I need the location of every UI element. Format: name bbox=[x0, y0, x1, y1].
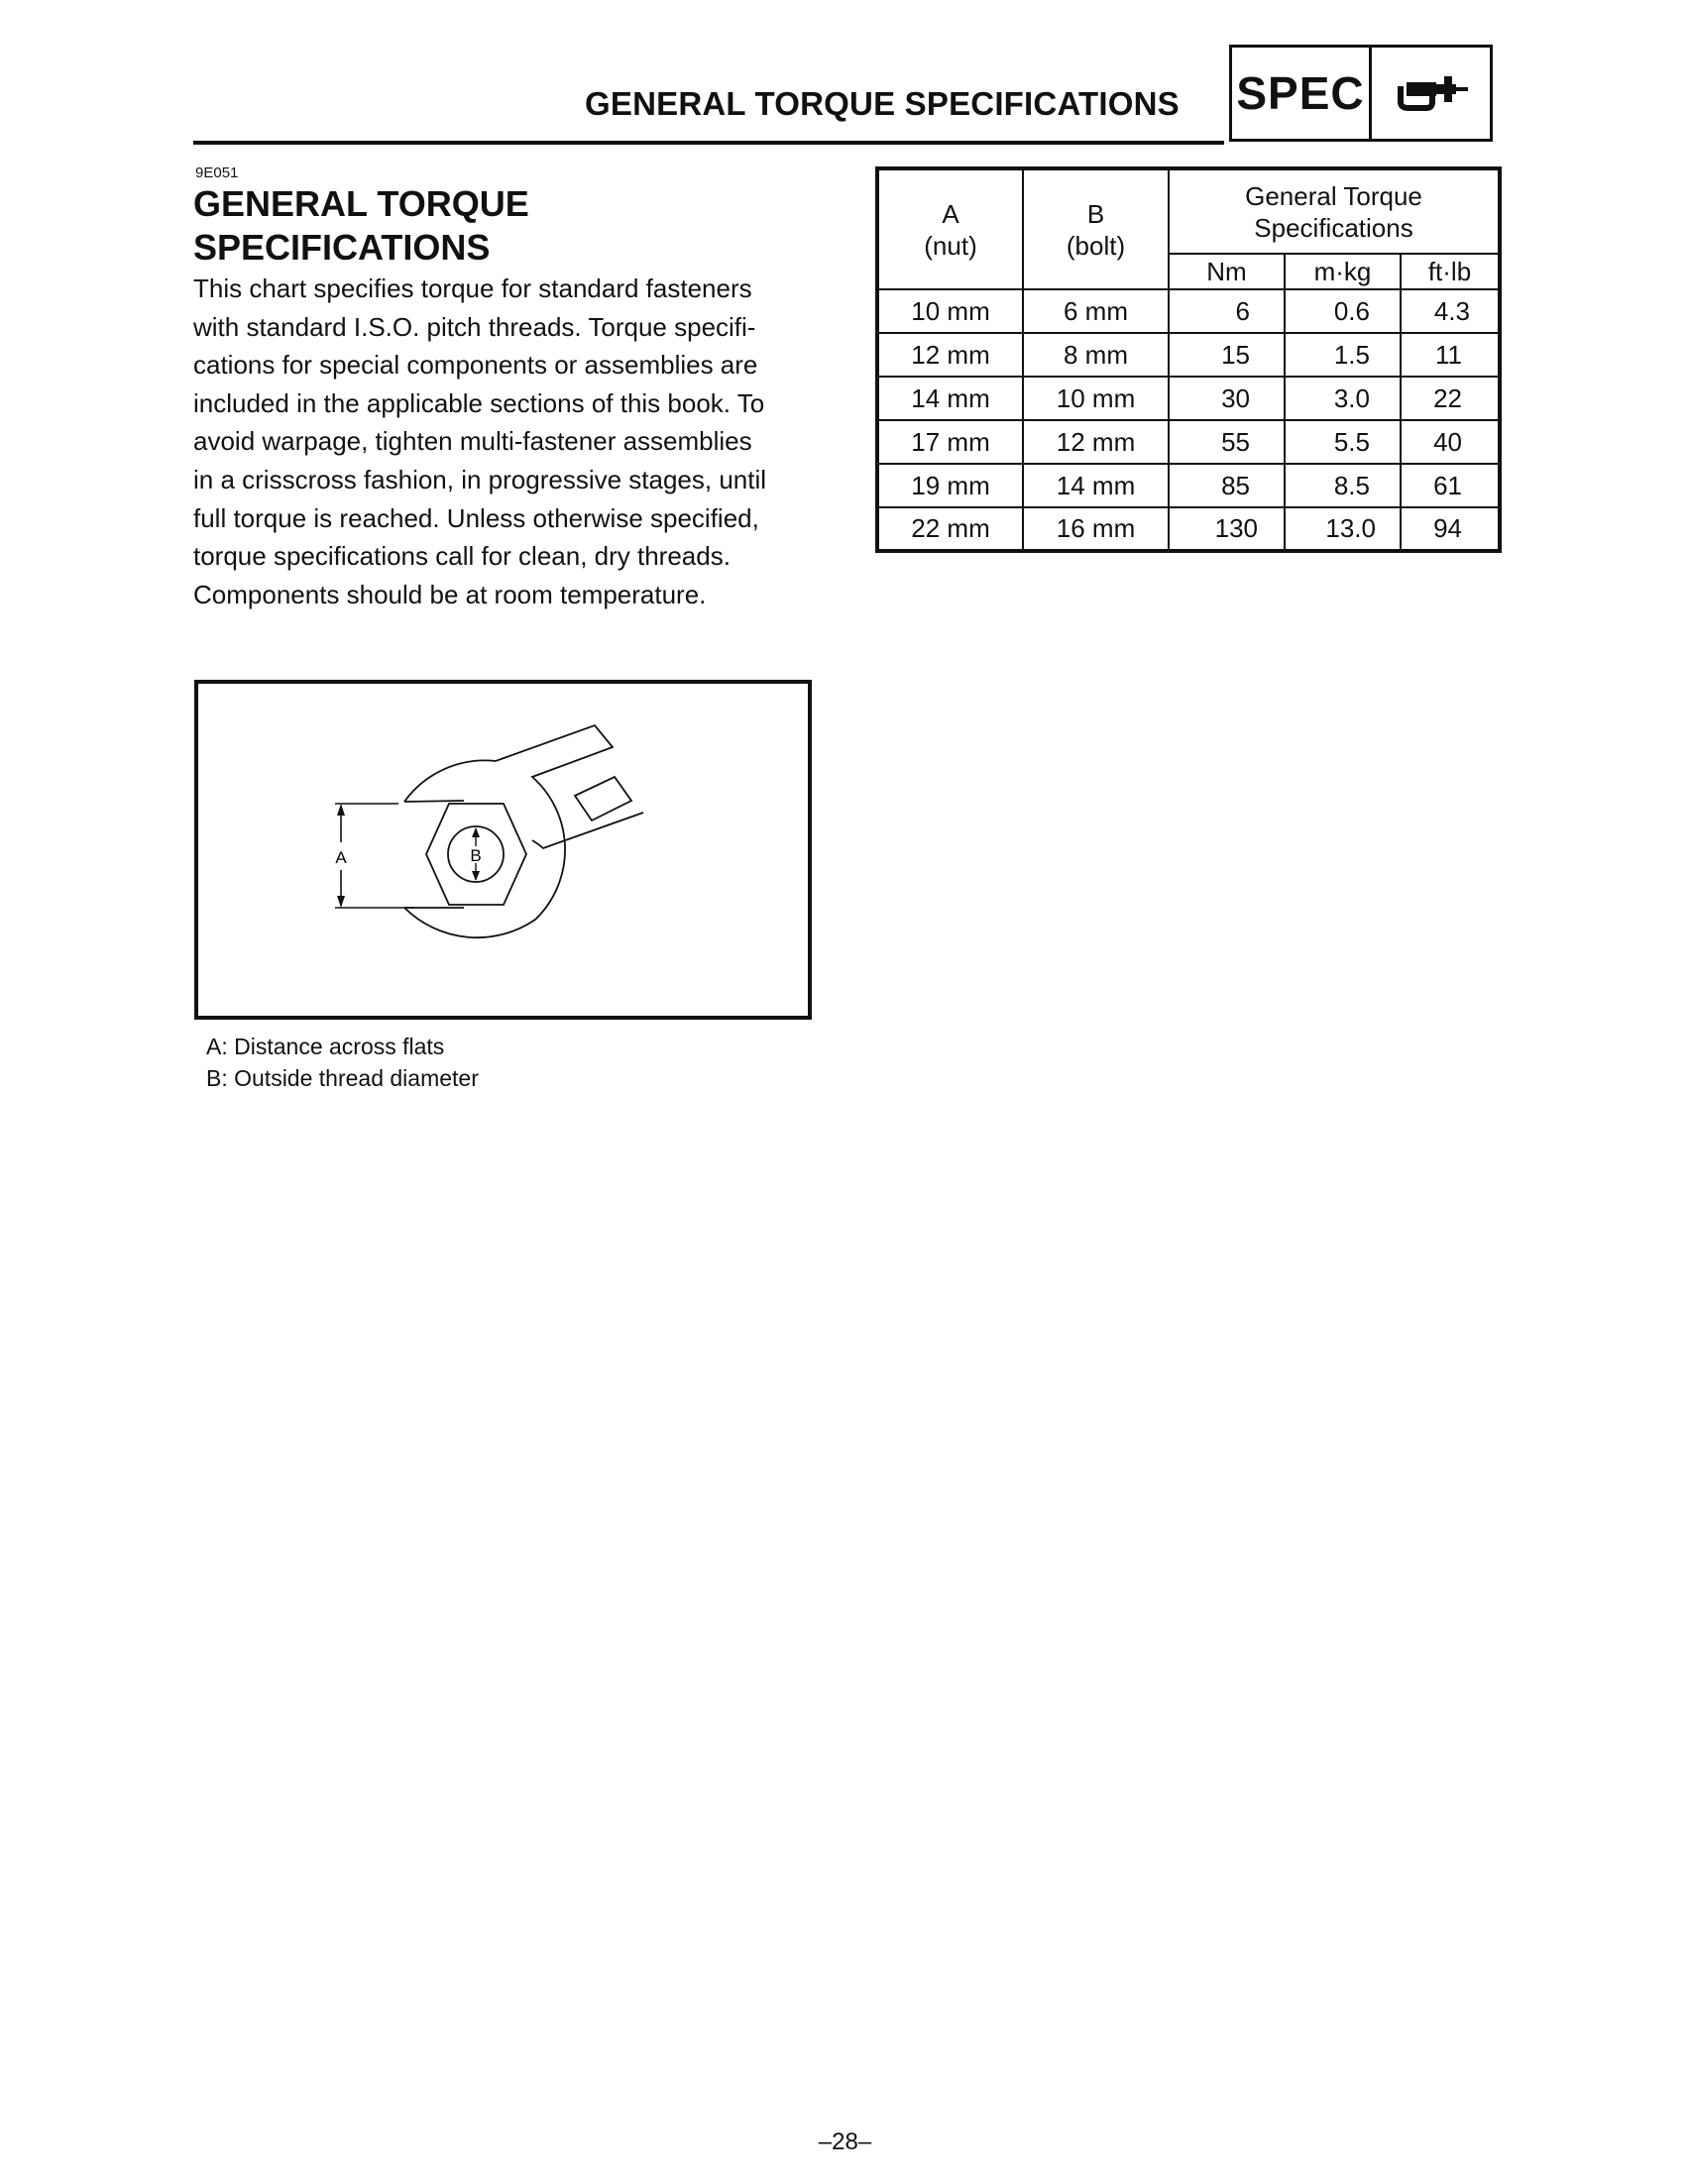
body-line: avoid warpage, tighten multi-fastener assemblies bbox=[193, 426, 752, 457]
cell-bolt: 8 mm bbox=[1023, 333, 1169, 377]
cell-ftlb: 22 bbox=[1401, 377, 1500, 420]
cell-mkg: 0.6 bbox=[1285, 289, 1401, 333]
table-row bbox=[877, 289, 1500, 333]
cell-nm: 30 bbox=[1169, 377, 1285, 420]
page-header-title: GENERAL TORQUE SPECIFICATIONS bbox=[585, 85, 1180, 122]
cell-bolt: 10 mm bbox=[1023, 377, 1169, 420]
unit-header-mkg: m·kg bbox=[1285, 254, 1401, 289]
cell-bolt: 12 mm bbox=[1023, 420, 1169, 464]
caption-line: B: Outside thread diameter bbox=[206, 1065, 479, 1091]
group-header-line: Specifications bbox=[1254, 212, 1413, 243]
cell-bolt: 14 mm bbox=[1023, 464, 1169, 507]
cell-nut: 12 mm bbox=[877, 333, 1023, 377]
group-header-line: General Torque bbox=[1245, 180, 1422, 211]
page-number: –28– bbox=[818, 2129, 872, 2155]
cell-nut: 17 mm bbox=[877, 420, 1023, 464]
header-b: B bbox=[1086, 198, 1105, 229]
body-line: Components should be at room temperature. bbox=[193, 579, 707, 609]
cell-nm: 15 bbox=[1169, 333, 1285, 377]
section-title bbox=[193, 182, 748, 270]
cell-mkg: 1.5 bbox=[1285, 333, 1401, 377]
cell-nut: 19 mm bbox=[877, 464, 1023, 507]
body-line: torque specifications call for clean, dry threads. bbox=[193, 541, 731, 572]
cell-nm: 55 bbox=[1169, 420, 1285, 464]
arrow-icon bbox=[337, 804, 345, 816]
wrench-diagram-svg bbox=[198, 684, 808, 1016]
spec-badge bbox=[1229, 45, 1493, 142]
body-line: included in the applicable sections of this book. To bbox=[193, 387, 765, 418]
header-b-sub: (bolt) bbox=[1066, 230, 1126, 261]
unit-header-nm: Nm bbox=[1169, 254, 1285, 289]
header-a: A bbox=[942, 198, 959, 229]
cell-nut: 10 mm bbox=[877, 289, 1023, 333]
caption-line: A: Distance across flats bbox=[206, 1034, 445, 1059]
cell-ftlb: 61 bbox=[1401, 464, 1500, 507]
column-group-header bbox=[1169, 168, 1500, 254]
arrow-icon bbox=[337, 896, 345, 908]
unit-header-ftlb: ft·lb bbox=[1401, 254, 1500, 289]
cell-nm: 85 bbox=[1169, 464, 1285, 507]
wrench-diagram bbox=[194, 680, 812, 1020]
body-paragraph bbox=[193, 270, 818, 613]
cell-ftlb: 40 bbox=[1401, 420, 1500, 464]
cell-nm: 130 bbox=[1169, 507, 1285, 551]
cell-nm: 6 bbox=[1169, 289, 1285, 333]
cell-mkg: 3.0 bbox=[1285, 377, 1401, 420]
section-title-line: GENERAL TORQUE bbox=[193, 183, 529, 224]
cell-ftlb: 11 bbox=[1401, 333, 1500, 377]
cell-bolt: 16 mm bbox=[1023, 507, 1169, 551]
body-line: in a crisscross fashion, in progressive stages, until bbox=[193, 464, 767, 494]
torque-table bbox=[875, 166, 1502, 553]
body-line: This chart specifies torque for standard fasteners bbox=[193, 273, 752, 303]
body-line: with standard I.S.O. pitch threads. Torque specifi- bbox=[193, 311, 756, 342]
table-row bbox=[877, 377, 1500, 420]
figure-caption bbox=[206, 1031, 479, 1094]
cell-bolt: 6 mm bbox=[1023, 289, 1169, 333]
cell-nut: 14 mm bbox=[877, 377, 1023, 420]
wrench-outline bbox=[532, 813, 643, 848]
column-header-nut bbox=[877, 168, 1023, 289]
cell-nut: 22 mm bbox=[877, 507, 1023, 551]
cell-ftlb: 4.3 bbox=[1401, 289, 1500, 333]
header-rule bbox=[193, 141, 1224, 145]
torque-wrench-icon bbox=[1372, 48, 1490, 139]
label-b: B bbox=[470, 846, 482, 865]
section-title-line: SPECIFICATIONS bbox=[193, 227, 491, 268]
table-row bbox=[877, 464, 1500, 507]
table-row bbox=[877, 420, 1500, 464]
cell-ftlb: 94 bbox=[1401, 507, 1500, 551]
spec-label: SPEC bbox=[1232, 48, 1372, 139]
section-code: 9E051 bbox=[195, 164, 239, 181]
wrench-slot bbox=[575, 777, 631, 820]
column-header-bolt bbox=[1023, 168, 1169, 289]
cell-mkg: 5.5 bbox=[1285, 420, 1401, 464]
table-row bbox=[877, 507, 1500, 551]
header-a-sub: (nut) bbox=[924, 230, 977, 261]
table-row bbox=[877, 333, 1500, 377]
cell-mkg: 8.5 bbox=[1285, 464, 1401, 507]
cell-mkg: 13.0 bbox=[1285, 507, 1401, 551]
body-line: full torque is reached. Unless otherwise specified, bbox=[193, 502, 759, 533]
body-line: cations for special components or assemblies are bbox=[193, 350, 758, 381]
label-a: A bbox=[335, 848, 347, 867]
